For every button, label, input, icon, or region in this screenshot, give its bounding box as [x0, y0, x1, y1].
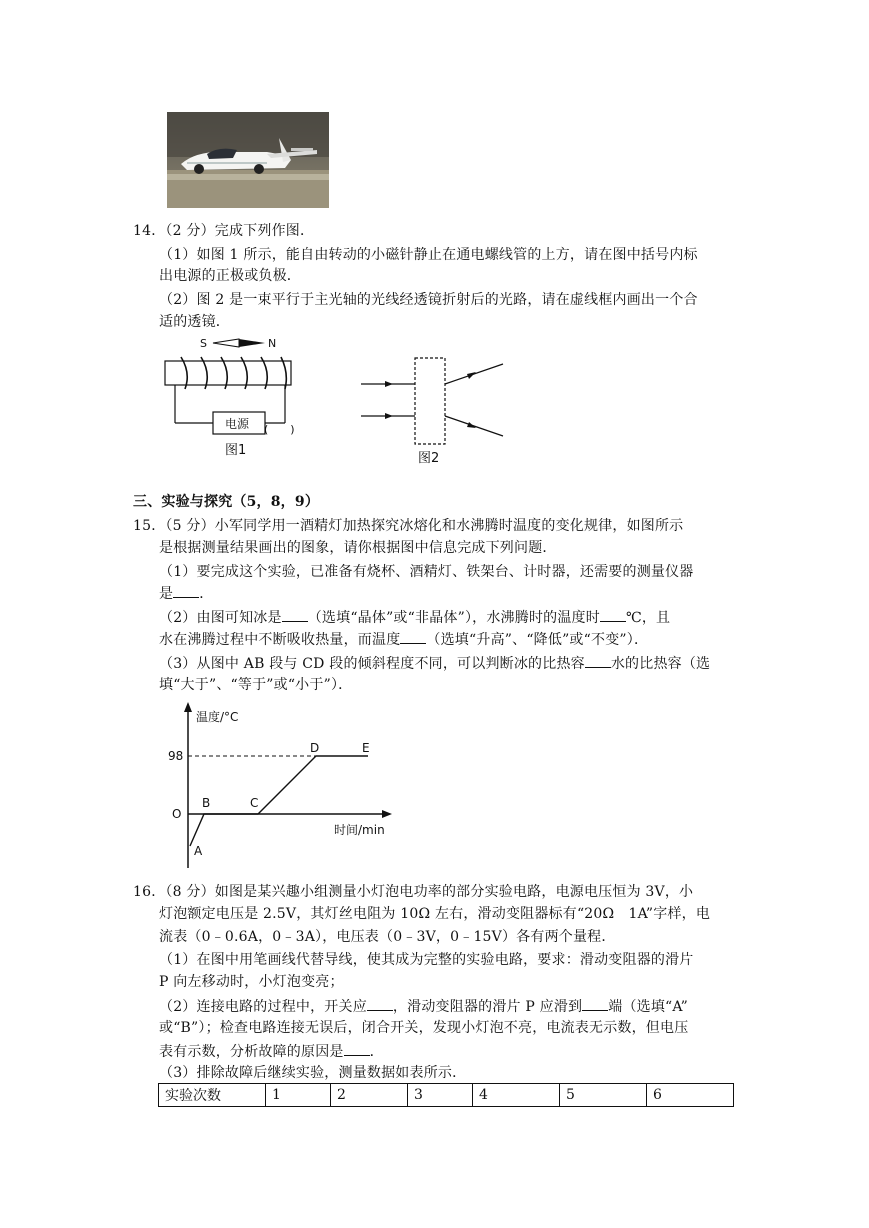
- q14-part2-line2: 适的透镜．: [159, 314, 230, 330]
- q15-line5-text-c: ℃，且: [625, 610, 671, 626]
- q16-line6-text-a: （2）连接电路的过程中，开关应: [159, 999, 367, 1015]
- point-label-a: A: [194, 844, 203, 858]
- point-label-c: C: [250, 796, 259, 810]
- compass-n-label: N: [268, 337, 277, 350]
- q15-line6: [159, 629, 648, 650]
- polarity-bracket: ( ): [264, 423, 295, 436]
- q14-part1-line2: 出电源的正极或负极．: [159, 268, 301, 284]
- figure-1-solenoid: [155, 335, 305, 460]
- temperature-time-chart: [160, 700, 400, 870]
- q16-line3: 流表（0﹣0.6A，0﹣3A），电压表（0﹣3V，0﹣15V）各有两个量程．: [159, 929, 616, 945]
- point-label-b: B: [202, 796, 211, 810]
- q16-line4: （1）在图中用笔画线代替导线，使其成为完整的实验电路，要求：滑动变阻器的滑片: [159, 952, 694, 968]
- table-cell-header: 实验次数: [159, 1084, 266, 1107]
- table-cell: 2: [331, 1084, 408, 1107]
- table-cell: 3: [408, 1084, 473, 1107]
- q15-line5-text-a: （2）由图可知冰是: [159, 610, 282, 626]
- q15-line3: （1）要完成这个实验，已准备有烧杯、酒精灯、铁架台、计时器，还需要的测量仪器: [159, 564, 694, 580]
- q14-part2-line1: （2）图 2 是一束平行于主光轴的光线经透镜折射后的光路，请在虚线框内画出一个合: [159, 292, 698, 308]
- section-3-heading: 三、实验与探究（5，8，9）: [133, 494, 320, 510]
- q15-line5-text-b: （选填“晶体”或“非晶体”），水沸腾时的温度时: [307, 610, 600, 626]
- q15-line7-text-b: 水的比热容（选: [610, 656, 711, 672]
- table-cell: 6: [647, 1084, 734, 1107]
- q16-line8-text-a: 表有示数，分析故障的原因是: [159, 1044, 344, 1060]
- answer-blank-temp-change[interactable]: [400, 629, 426, 644]
- q14-part1-line1: （1）如图 1 所示，能自由转动的小磁针静止在通电螺线管的上方，请在图中括号内标: [159, 247, 698, 263]
- answer-blank-instrument[interactable]: [173, 583, 199, 598]
- point-label-d: D: [310, 741, 320, 755]
- q15-line8: 填“大于”、“等于”或“小于”）．: [159, 677, 353, 693]
- q16-line8: [159, 1041, 384, 1062]
- y-axis-arrow: [184, 702, 192, 712]
- figure-2-caption: 图2: [418, 451, 440, 466]
- x-axis-label: 时间/min: [334, 823, 385, 837]
- flying-car-photo: [167, 112, 329, 208]
- table-cell: 5: [560, 1084, 647, 1107]
- q15-line7: [159, 653, 710, 674]
- answer-blank-specific-heat[interactable]: [585, 653, 611, 668]
- q15-line6-text-a: 水在沸腾过程中不断吸收热量，而温度: [159, 632, 401, 648]
- figure-2-lens-box: [355, 350, 515, 468]
- answer-blank-switch-state[interactable]: [367, 996, 393, 1011]
- compass-s-label: S: [200, 337, 207, 350]
- y-axis-label: 温度/°C: [196, 710, 239, 724]
- q16-line1: 16．（8 分）如图是某兴趣小组测量小灯泡电功率的部分实验电路，电源电压恒为 3V，小: [133, 884, 694, 900]
- q16-line9: （3）排除故障后继续实验，测量数据如表所示．: [159, 1065, 467, 1081]
- y-tick-98: 98: [168, 749, 184, 763]
- answer-blank-crystal[interactable]: [282, 607, 308, 622]
- answer-blank-fault-cause[interactable]: [344, 1041, 370, 1056]
- table-row: [159, 1084, 734, 1107]
- table-cell: 4: [473, 1084, 560, 1107]
- q15-line5: [159, 607, 670, 628]
- q16-line6-text-c: 端（选填“A”: [608, 999, 689, 1015]
- q16-line8-text-b: ．: [369, 1044, 384, 1060]
- q16-line6: [159, 996, 688, 1017]
- q16-line2: 灯泡额定电压是 2.5V，其灯丝电阻为 10Ω 左右，滑动变阻器标有“20Ω 1A”字样，电: [159, 906, 711, 922]
- q15-line7-text-a: （3）从图中 AB 段与 CD 段的倾斜程度不同，可以判断冰的比热容: [159, 656, 585, 672]
- figure-1-caption: 图1: [225, 443, 247, 458]
- experiment-data-table: [158, 1083, 734, 1107]
- point-label-e: E: [362, 741, 370, 755]
- q15-line1: 15．（5 分）小军同学用一酒精灯加热探究冰熔化和水沸腾时温度的变化规律，如图所示: [133, 518, 684, 534]
- q15-line2: 是根据测量结果画出的图象，请你根据图中信息完成下列问题．: [159, 540, 557, 556]
- q16-line7: 或“B”）；检查电路连接无误后，闭合开关，发现小灯泡不亮，电流表无示数，但电压: [159, 1020, 689, 1036]
- power-source-label: 电源: [225, 417, 250, 431]
- q15-line6-text-b: （选填“升高”、“降低”或“不变”）．: [426, 632, 649, 648]
- q15-line4-text-a: 是: [159, 586, 174, 602]
- answer-blank-slider-end[interactable]: [582, 996, 608, 1011]
- q14-title: 14．（2 分）完成下列作图．: [133, 223, 315, 239]
- q16-line5: P 向左移动时，小灯泡变亮；: [159, 974, 344, 990]
- answer-blank-boiling-temp[interactable]: [600, 607, 626, 622]
- table-cell: 1: [266, 1084, 331, 1107]
- q16-line6-text-b: ，滑动变阻器的滑片 P 应滑到: [392, 999, 583, 1015]
- origin-label: O: [172, 807, 182, 821]
- q15-line4: [159, 583, 213, 604]
- x-axis-arrow: [382, 810, 392, 818]
- q15-line4-text-b: ．: [199, 586, 214, 602]
